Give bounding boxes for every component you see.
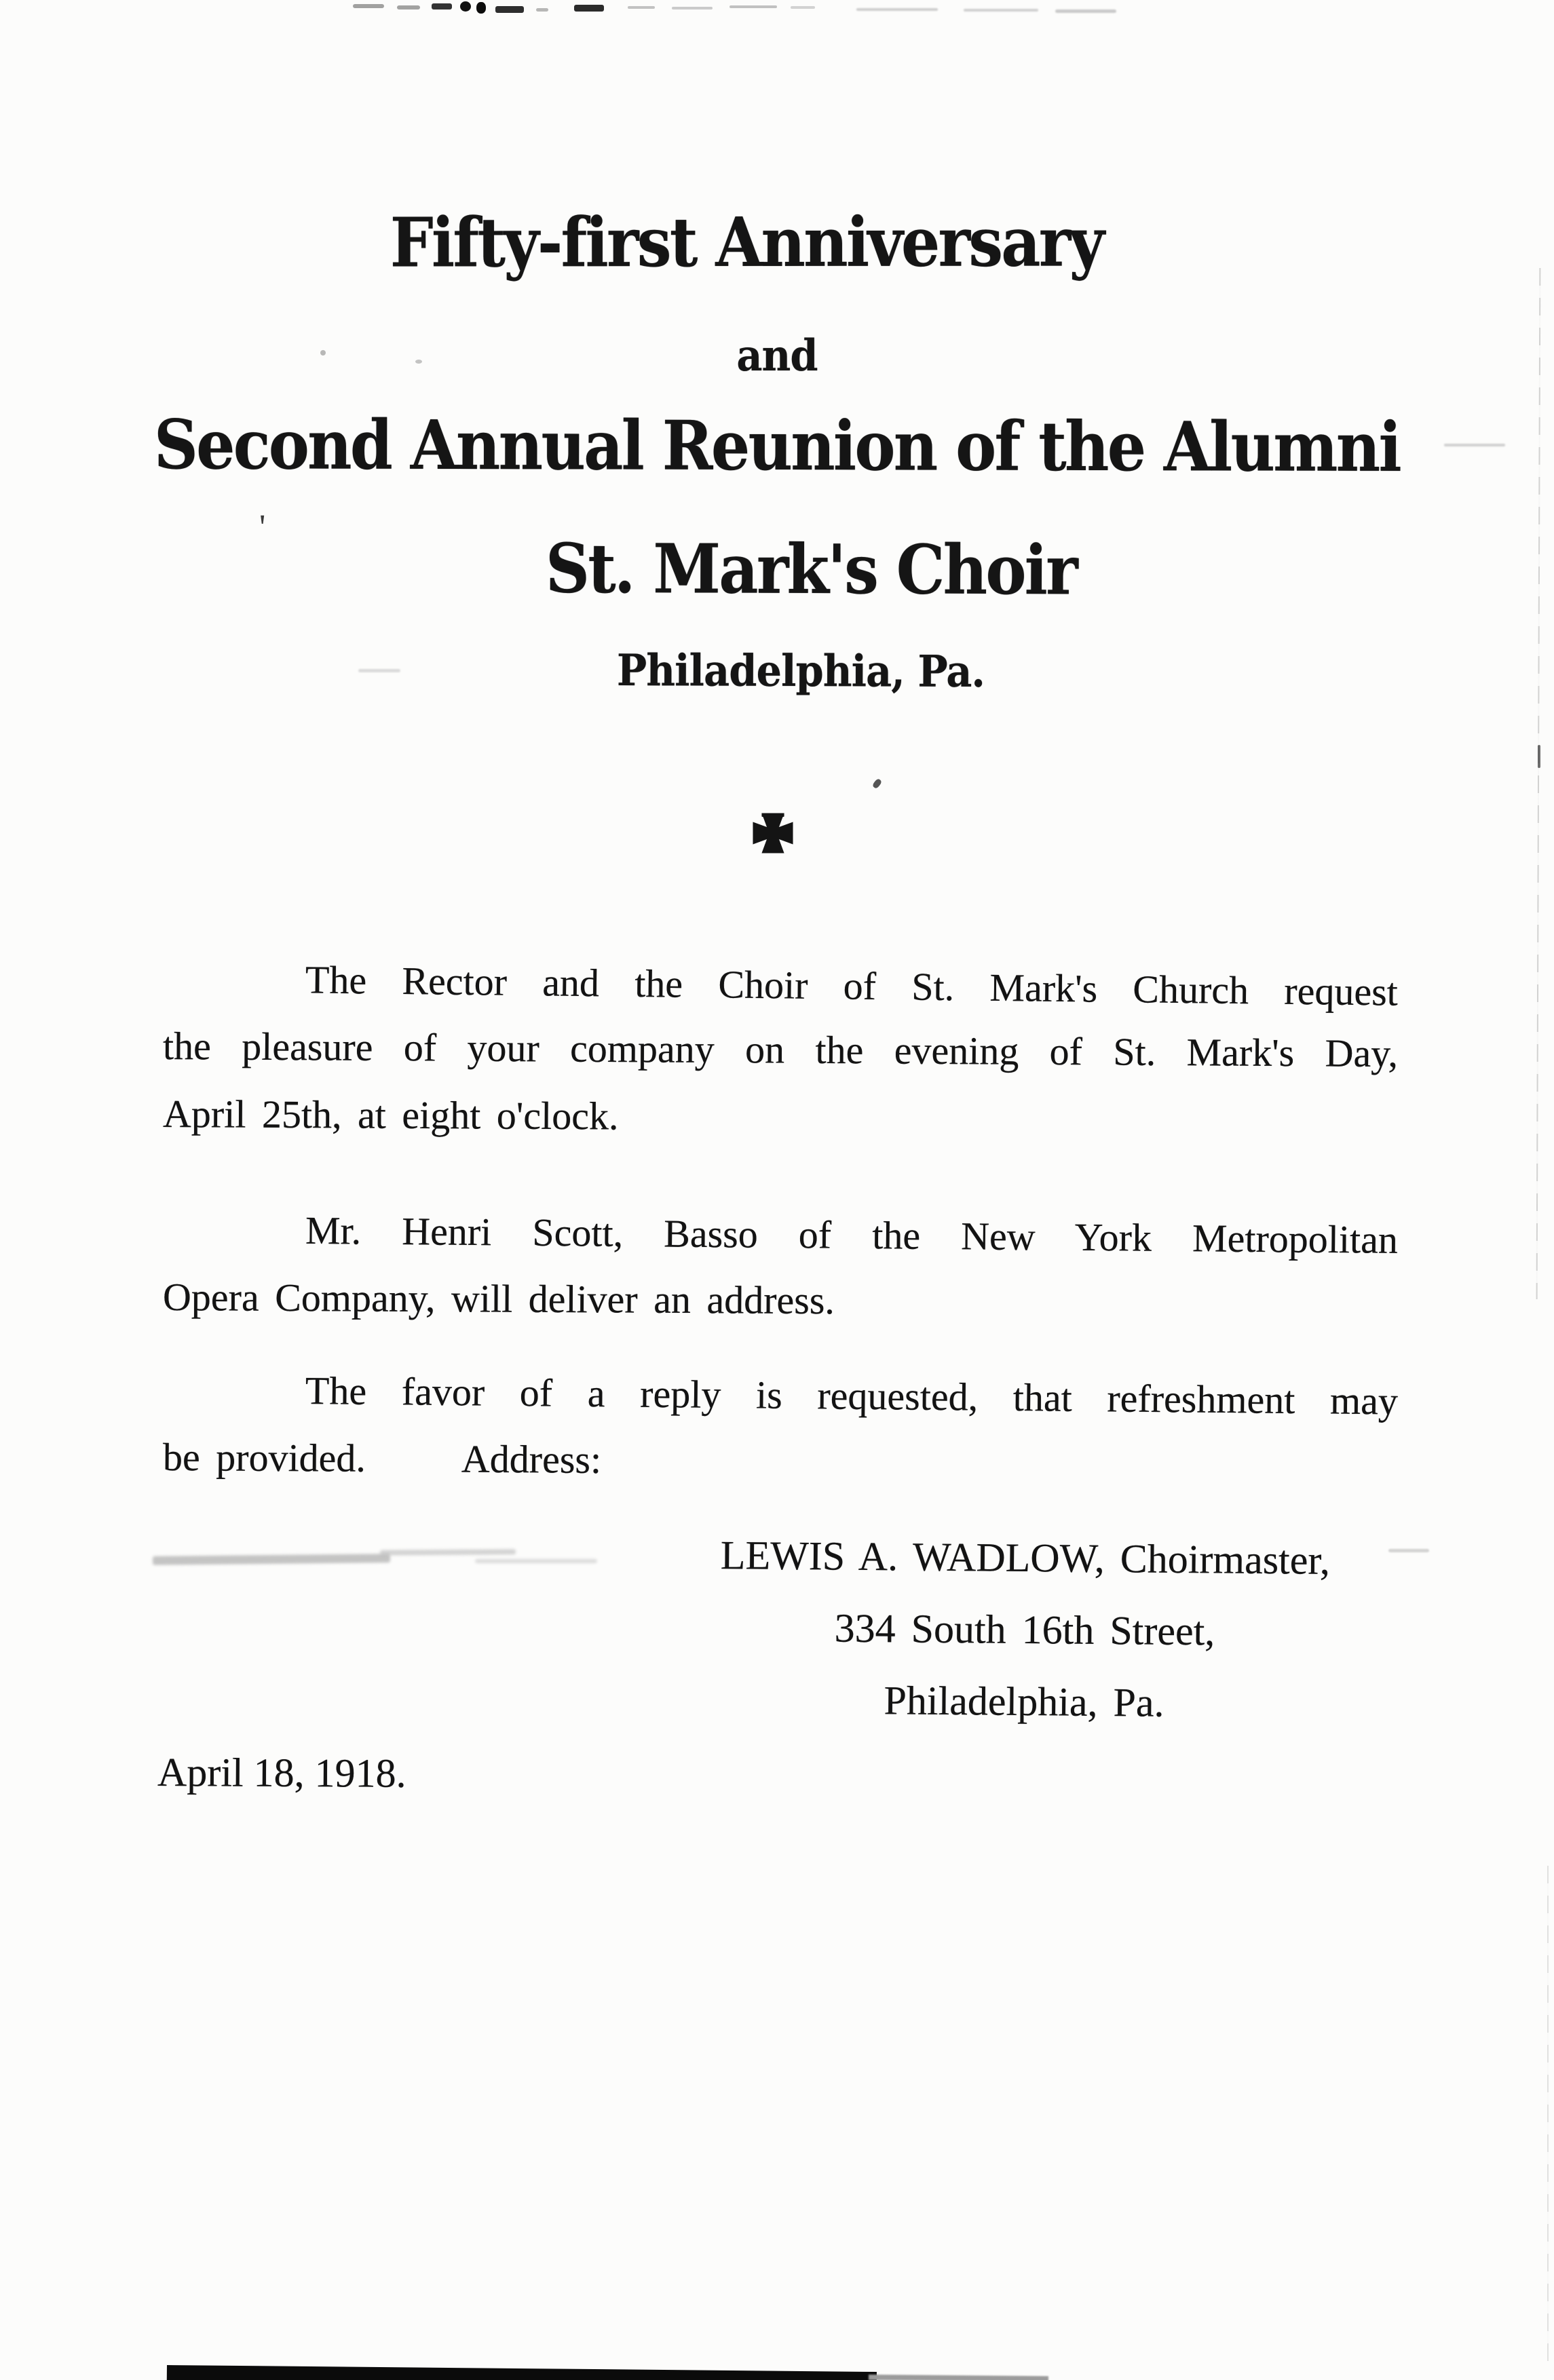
scan-dash	[729, 5, 777, 8]
paragraph-reply	[163, 1356, 1398, 1491]
scan-speck	[415, 360, 422, 364]
scan-dash	[476, 2, 486, 14]
scan-dash	[856, 8, 938, 11]
title-city: Philadelphia, Pa.	[616, 645, 985, 697]
scan-dash	[432, 3, 452, 9]
scan-dash	[628, 6, 655, 9]
title-choir: St. Mark's Choir	[545, 528, 1077, 611]
scan-vertical-line	[1536, 268, 1541, 1299]
scan-smudge	[1388, 1549, 1429, 1552]
paragraph-speaker	[163, 1195, 1398, 1331]
scan-dash	[536, 8, 548, 12]
body-line: April 25th, at eight o'clock.	[162, 1092, 619, 1138]
scan-smudge	[358, 669, 400, 672]
scan-dash	[964, 9, 1038, 12]
stray-apostrophe-mark: '	[259, 508, 266, 547]
scan-dash	[353, 4, 384, 8]
maltese-cross-icon	[748, 809, 797, 858]
scan-smudge	[153, 1554, 390, 1565]
scan-artifact-bottom-bar	[167, 2365, 877, 2380]
body-line: The favor of a reply is requested, that refreshment may	[305, 1368, 1399, 1423]
scan-tick	[1538, 745, 1540, 768]
address-city: Philadelphia, Pa.	[884, 1678, 1164, 1725]
body-line: Opera Company, will deliver an address.	[162, 1275, 835, 1323]
address-street: 334 South 16th Street,	[834, 1605, 1215, 1654]
address-block	[719, 1519, 1331, 1740]
body-line: be provided. Address:	[162, 1435, 602, 1482]
body-line: Mr. Henri Scott, Basso of the New York Metropolitan	[305, 1208, 1399, 1262]
maltese-cross-glyph	[748, 809, 797, 858]
body-line: The Rector and the Choir of St. Mark's Church request	[305, 957, 1399, 1014]
title-and: and	[736, 330, 818, 381]
scan-dash	[495, 6, 524, 13]
scan-dash	[574, 5, 604, 12]
scan-smudge	[380, 1549, 516, 1555]
scan-dash	[672, 7, 713, 9]
scan-smudge	[475, 1559, 597, 1563]
paragraph-invitation	[163, 944, 1398, 1148]
scan-dash	[397, 5, 420, 9]
address-name: LEWIS A. WADLOW, Choirmaster,	[720, 1533, 1331, 1583]
date-line: April 18, 1918.	[157, 1750, 406, 1796]
scan-dash	[1444, 444, 1505, 446]
scan-dash	[791, 6, 815, 9]
body-line: the pleasure of your company on the evening of St. Mark's Day,	[162, 1024, 1399, 1076]
title-reunion: Second Annual Reunion of the Alumni	[153, 404, 1401, 487]
scan-artifact-bottom-tail	[869, 2375, 1048, 2380]
scan-dash	[460, 1, 471, 12]
title-anniversary: Fifty-first Anniversary	[390, 201, 1103, 283]
scan-speck	[320, 350, 326, 356]
scan-speck	[872, 778, 883, 790]
scan-dash	[1055, 9, 1116, 13]
scan-vertical-line	[1547, 1866, 1549, 2361]
